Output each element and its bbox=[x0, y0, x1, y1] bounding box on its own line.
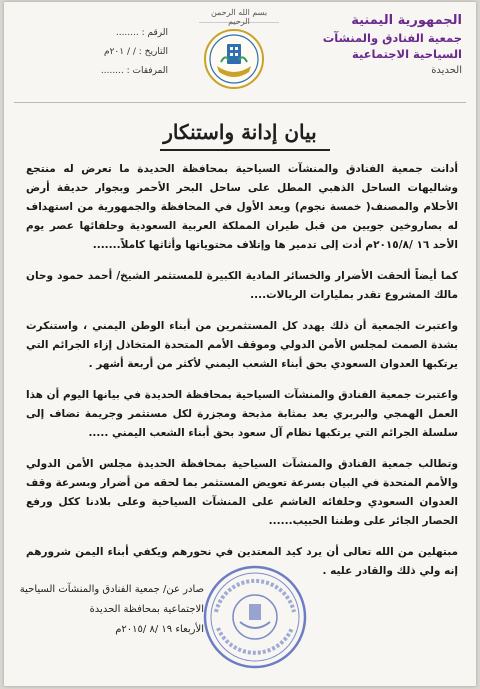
reference-block bbox=[18, 24, 168, 81]
org-name-line1: جمعية الفنادق والمنشآت bbox=[322, 31, 462, 45]
letterhead-org bbox=[314, 12, 462, 78]
paragraph-condemnation: أدانت جمعية الفنادق والمنشآت السياحية بمحافظة الحديدة ما تعرض له منتجع وشاليهات الساحل الذهبي المطل على ساحل البحر الأحمر وبجوار حديقة أرض الأحلام والمصنف( خمسة نجوم) ويعد الأول في المحافظة والجمهورية من استهداف له بصاروخين جويين من قبل طيران المملكة العربية السعودية وحلفائها عصر يوم الأحد ١٦ /٢٠١٥/٨م أدت إلى تدمير ها وإتلاف محتوياتها وأثاثها كاملاً....... bbox=[26, 163, 458, 251]
header-divider bbox=[14, 102, 466, 103]
paragraph-demands: وتطالب جمعية الفنادق والمنشآت السياحية بمحافظة الحديدة مجلس الأمن الدولي والأمم المتحدة في البيان بسرعة تعويض المستثمر بما لحقه من أضرار وبسرعة وقف العدوان السعودي وحلفائه الغاشم على المنشآت السياحية وعلى بلادنا ككل ورفع الحصار الجائر على وطننا الحبيب...... bbox=[26, 458, 458, 527]
org-branch: الحديدة bbox=[431, 65, 462, 76]
title-underline bbox=[160, 149, 330, 151]
reference-attachments: المرفقات : ........ bbox=[100, 66, 168, 76]
signature-issuer: صادر عن/ جمعية الفنادق والمنشآت السياحية bbox=[19, 584, 204, 595]
paragraph-crime: واعتبرت جمعية الفنادق والمنشآت السياحية بمحافظة الحديدة في بيانها اليوم أن هذا العمل الهمجي والبربري يعد بمثابة مذبحة ومجزرة لكل مستثمر وجريمة تضاف إلى سلسلة الجرائم التي يرتكبها نظام آل سعود بحق أبناء الشعب اليمني ..... bbox=[26, 389, 458, 439]
basmala: بسم الله الرحمن الرحيم bbox=[199, 8, 279, 23]
paragraph-prayer: مبتهلين من الله تعالى أن يرد كيد المعتدين في نحورهم ويكفي أبناء اليمن شرورهم إنه ولي ذلك والقادر عليه . bbox=[26, 546, 458, 577]
reference-date: التاريخ : / / ٢٠١م bbox=[104, 47, 168, 57]
signature-date: الأربعاء ١٩ /٨ /٢٠١٥م bbox=[115, 624, 204, 635]
paragraph-silence: واعتبرت الجمعية أن ذلك يهدد كل المستثمرين من أبناء الوطن اليمني ، واستنكرت بشدة الصمت لمجلس الأمن الدولي وموقف الأمم المتحدة المتخاذل إزاء الجرائم التي يرتكبها العدوان السعودي بحق أبناء الشعب اليمني لأكثر من أربعة أشهر . bbox=[26, 320, 458, 370]
document-page bbox=[4, 2, 476, 686]
official-stamp-icon bbox=[200, 562, 310, 672]
reference-number: الرقم : ........ bbox=[115, 28, 168, 38]
paragraph-damages: كما أيضاً ألحقت الأضرار والخسائر المادية الكبيرة للمستثمر الشيخ/ أحمد حمود وحان مالك المشروع تقدر بمليارات الريالات.... bbox=[26, 270, 458, 301]
signature-issuer-location: الاجتماعية بمحافظة الحديدة bbox=[89, 604, 204, 615]
org-country: الجمهورية اليمنية bbox=[351, 13, 462, 28]
statement-body bbox=[26, 160, 458, 593]
statement-title: بيان إدانة واستنكار bbox=[163, 120, 317, 144]
org-logo-icon bbox=[203, 28, 265, 90]
signature-block bbox=[19, 580, 204, 640]
org-name-line2: السياحية الاجتماعية bbox=[352, 47, 462, 61]
